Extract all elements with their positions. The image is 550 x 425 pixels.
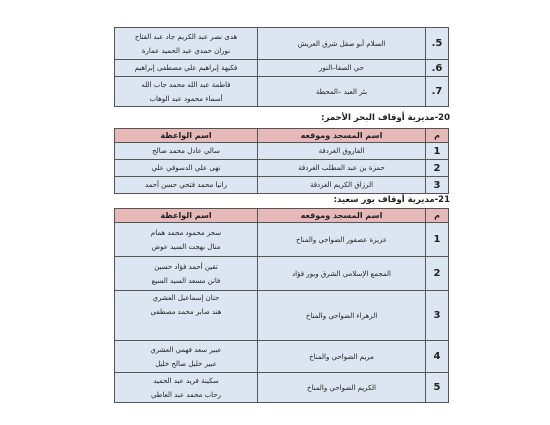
header-preacher: اسم الواعظة bbox=[115, 129, 258, 143]
mosque-name: السلام أبو صقل شرق العريش bbox=[258, 28, 426, 60]
row-number: 3 bbox=[426, 177, 449, 194]
header-mosque: اسم المسجد وموقعه bbox=[258, 209, 426, 223]
preacher-name: منال بهجت السيد عوض bbox=[151, 242, 221, 251]
row-number: 4 bbox=[426, 341, 449, 373]
table-row bbox=[115, 77, 449, 107]
preacher-name: فكيهة إبراهيم علي مصطفى إبراهيم bbox=[134, 64, 238, 72]
preacher-name: هند صابر محمد مصطفى bbox=[150, 308, 222, 316]
preacher-name: حنان إسماعيل العشري bbox=[152, 294, 220, 302]
table-row bbox=[115, 223, 449, 257]
preacher-name: سالي عادل محمد صالح bbox=[115, 143, 258, 160]
preacher-name: رانيا محمد فتحي حسن أحمد bbox=[115, 177, 258, 194]
preacher-name: سحر محمود محمد همام bbox=[150, 228, 222, 237]
preacher-name: تقين أحمد فؤاد حسين bbox=[154, 262, 218, 271]
mosque-name: بئر العبد –المحطة bbox=[258, 77, 426, 107]
table-port-said bbox=[114, 208, 449, 403]
table-row bbox=[115, 143, 449, 160]
preacher-name: عبير خليل صالح خليل bbox=[155, 359, 217, 368]
mosque-name: حمزة بن عبد المطلب الغردقة bbox=[258, 160, 426, 177]
mosque-name: مريم الضواحي والمناخ bbox=[258, 341, 426, 373]
header-preacher: اسم الواعظة bbox=[115, 209, 258, 223]
preacher-name: فاطمة عبد الله محمد جاب الله bbox=[141, 80, 231, 89]
header-mosque: اسم المسجد وموقعه bbox=[258, 129, 426, 143]
preacher-names bbox=[115, 77, 258, 107]
preacher-name: نهى علي الدسوقي علي bbox=[115, 160, 258, 177]
table-red-sea bbox=[114, 128, 449, 194]
preacher-names bbox=[115, 373, 258, 403]
preacher-names bbox=[115, 291, 258, 341]
mosque-name: الفاروق الغردقة bbox=[258, 143, 426, 160]
mosque-name: المجمع الإسلامي الشرق وبور فؤاد bbox=[258, 257, 426, 291]
row-number: 5. bbox=[426, 28, 449, 60]
table-row bbox=[115, 291, 449, 341]
preacher-name: عبير سعد فهمي العشري bbox=[150, 345, 222, 354]
header-number: م bbox=[426, 209, 449, 223]
table-row bbox=[115, 60, 449, 77]
preacher-names bbox=[115, 257, 258, 291]
mosque-name: عزيزة عصفور الضواحي والمناخ bbox=[258, 223, 426, 257]
table-row bbox=[115, 257, 449, 291]
preacher-name: هدى نصر عبد الكريم جاد عبد الفتاح bbox=[134, 32, 238, 41]
table-header-row bbox=[115, 129, 449, 143]
preacher-name: نوران حمدي عبد الحميد عمارة bbox=[141, 46, 231, 55]
table-row bbox=[115, 341, 449, 373]
row-number: 1 bbox=[426, 223, 449, 257]
preacher-names bbox=[115, 223, 258, 257]
mosque-name: الزهراء الضواحي والمناخ bbox=[258, 291, 426, 341]
table-row bbox=[115, 373, 449, 403]
table-header-row bbox=[115, 209, 449, 223]
section-title-red-sea: 20-مديرية أوقاف البحر الأحمر: bbox=[321, 113, 450, 123]
preacher-names bbox=[115, 341, 258, 373]
row-number: 6. bbox=[426, 60, 449, 77]
mosque-name: الرزاق الكريم الغردقة bbox=[258, 177, 426, 194]
preacher-name: فاتن مسعد السيد السيع bbox=[151, 276, 221, 285]
table-continued bbox=[114, 27, 449, 107]
preacher-names bbox=[115, 28, 258, 60]
preacher-name: أسماء محمود عبد الوهاب bbox=[149, 94, 223, 103]
table-row bbox=[115, 177, 449, 194]
header-number: م bbox=[426, 129, 449, 143]
row-number: 5 bbox=[426, 373, 449, 403]
preacher-name: رحاب محمد عبد العاطي bbox=[150, 390, 222, 399]
mosque-name: الكريم الضواحي والمناخ bbox=[258, 373, 426, 403]
row-number: 3 bbox=[426, 291, 449, 341]
row-number: 2 bbox=[426, 160, 449, 177]
preacher-names bbox=[115, 60, 258, 77]
preacher-name: سكينة فريد عبد الحميد bbox=[153, 376, 219, 385]
mosque-name: حي الصفا–النور bbox=[258, 60, 426, 77]
row-number: 2 bbox=[426, 257, 449, 291]
table-row bbox=[115, 28, 449, 60]
table-row bbox=[115, 160, 449, 177]
row-number: 7. bbox=[426, 77, 449, 107]
row-number: 1 bbox=[426, 143, 449, 160]
section-title-port-said: 21-مديرية أوقاف بور سعيد: bbox=[333, 195, 450, 205]
